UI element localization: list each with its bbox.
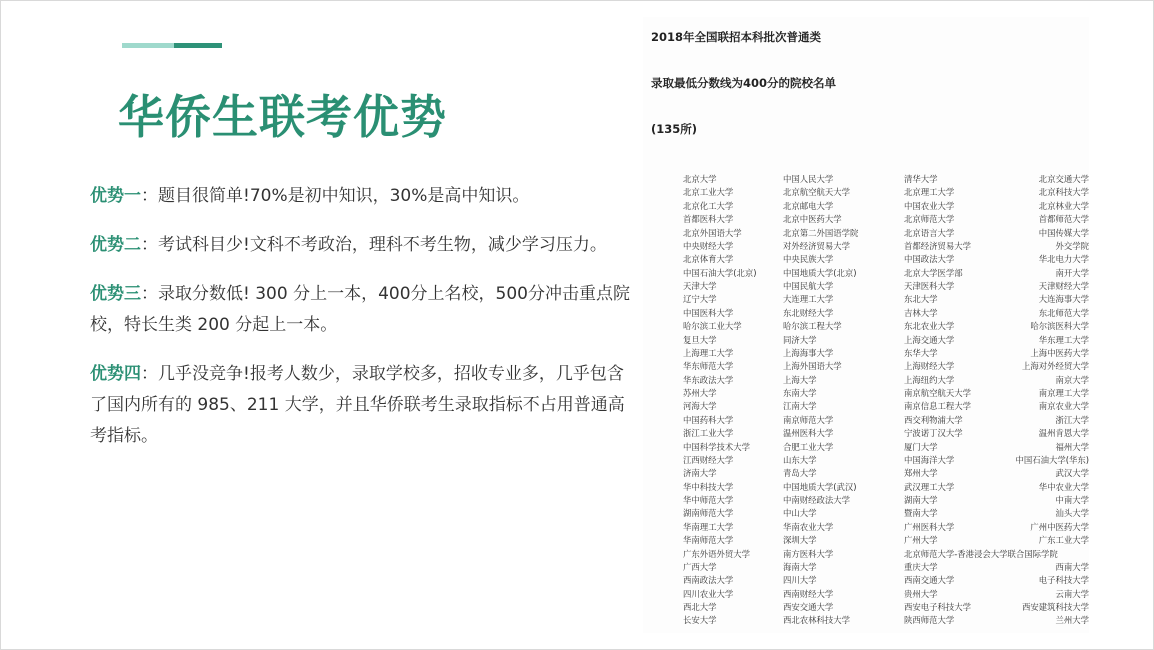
university-cell: 中南财经政法大学	[783, 495, 850, 505]
university-cell: 中国地质大学(武汉)	[783, 481, 857, 492]
university-cell: 中国传媒大学	[1038, 227, 1089, 238]
table-row	[683, 481, 1089, 494]
university-cell: 北京航空航天大学	[783, 187, 850, 198]
university-cell: 东北师范大学	[1038, 307, 1089, 318]
advantage-separator: ：	[141, 364, 158, 384]
advantage-separator: ：	[141, 235, 158, 255]
university-cell: 华中科技大学	[683, 481, 734, 492]
university-cell: 兰州大学	[1055, 615, 1089, 626]
university-cell: 广州大学	[904, 535, 938, 546]
table-row	[683, 427, 1089, 440]
university-cell: 北京体育大学	[683, 254, 734, 265]
university-cell: 北京大学医学部	[904, 267, 963, 278]
table-row	[683, 293, 1089, 306]
university-table-body	[683, 173, 1089, 628]
university-cell: 东北农业大学	[904, 321, 955, 332]
university-cell: 上海纽约大学	[904, 374, 955, 385]
university-cell: 江西财经大学	[683, 454, 734, 465]
university-cell: 南京师范大学	[783, 414, 834, 425]
table-row	[683, 414, 1089, 427]
university-cell: 北京第二外国语学院	[783, 227, 859, 238]
university-cell: 长安大学	[683, 615, 717, 626]
table-row	[683, 441, 1089, 454]
university-cell: 湖南大学	[904, 495, 938, 505]
university-cell: 东北财经大学	[783, 307, 834, 318]
university-cell: 广东外语外贸大学	[683, 548, 750, 559]
university-cell: 天津财经大学	[1038, 281, 1089, 291]
university-cell: 大连海事大学	[1038, 294, 1089, 305]
university-cell: 复旦大学	[683, 334, 717, 345]
university-cell: 华北电力大学	[1038, 254, 1089, 265]
university-cell: 暨南大学	[904, 508, 938, 519]
university-cell: 首都医科大学	[683, 214, 734, 225]
slide-title: 华侨生联考优势	[118, 90, 447, 144]
university-cell: 天津大学	[683, 281, 717, 291]
university-cell: 中国民航大学	[783, 281, 834, 291]
university-cell: 上海理工大学	[683, 347, 734, 358]
table-row	[683, 521, 1089, 534]
university-cell: 北京邮电大学	[783, 200, 834, 211]
university-cell: 北京交通大学	[1038, 174, 1089, 184]
university-cell: 东北大学	[904, 294, 938, 305]
advantage-text: 题目很简单!70%是初中知识，30%是高中知识。	[158, 186, 530, 206]
university-cell: 华南理工大学	[683, 521, 734, 532]
table-row	[683, 213, 1089, 226]
university-cell: 广东工业大学	[1038, 535, 1089, 546]
table-row	[683, 561, 1089, 574]
university-cell: 中国农业大学	[904, 200, 955, 211]
university-cell: 南京理工大学	[1038, 388, 1089, 398]
university-cell: 中央民族大学	[783, 254, 834, 265]
university-cell: 对外经济贸易大学	[783, 240, 850, 251]
advantage-text: 几乎没竞争!报考人数少，录取学校多，招收专业多，几乎包含了国内所有的 985、211 大学，并且华侨联考生录取指标不占用普通高考指标。	[90, 364, 625, 446]
university-cell: 华东理工大学	[1038, 334, 1089, 345]
advantage-text: 考试科目少!文科不考政治，理科不考生物，减少学习压力。	[158, 235, 607, 255]
university-cell: 济南大学	[683, 468, 717, 479]
advantage-separator: ：	[141, 186, 158, 206]
advantage-label: 优势三	[90, 284, 141, 304]
university-cell: 北京师范大学-香港浸会大学联合国际学院	[904, 548, 1058, 559]
advantage-separator: ：	[141, 284, 158, 304]
university-cell: 西交利物浦大学	[904, 414, 963, 425]
university-cell: 南方医科大学	[783, 548, 834, 559]
table-row	[683, 387, 1089, 400]
university-cell: 哈尔滨工程大学	[783, 321, 842, 332]
university-cell: 四川农业大学	[683, 588, 734, 599]
table-row	[683, 280, 1089, 293]
university-cell: 清华大学	[904, 174, 938, 184]
university-cell: 西南财经大学	[783, 588, 834, 599]
university-cell: 广州医科大学	[904, 521, 955, 532]
table-row	[683, 400, 1089, 413]
university-cell: 西安交通大学	[783, 602, 834, 612]
advantage-item	[90, 279, 630, 341]
university-cell: 青岛大学	[783, 468, 817, 479]
table-row	[683, 534, 1089, 547]
university-cell: 郑州大学	[904, 468, 938, 479]
university-cell: 江南大学	[783, 401, 817, 412]
university-cell: 南京农业大学	[1038, 401, 1089, 412]
university-cell: 南开大学	[1055, 267, 1089, 278]
university-cell: 中国药科大学	[683, 414, 734, 425]
university-cell: 西安电子科技大学	[904, 602, 971, 612]
university-cell: 上海中医药大学	[1030, 347, 1089, 358]
university-cell: 海南大学	[783, 561, 817, 572]
university-cell: 云南大学	[1055, 588, 1089, 599]
university-cell: 北京林业大学	[1038, 200, 1089, 211]
university-cell: 深圳大学	[783, 535, 817, 546]
document-count: (135所)	[651, 122, 698, 136]
university-cell: 大连理工大学	[783, 294, 834, 305]
university-cell: 辽宁大学	[683, 294, 717, 305]
university-cell: 北京化工大学	[683, 200, 734, 211]
university-cell: 四川大学	[783, 575, 817, 586]
university-cell: 武汉理工大学	[904, 481, 955, 492]
university-cell: 贵州大学	[904, 588, 938, 599]
table-row	[683, 574, 1089, 587]
university-cell: 广西大学	[683, 561, 717, 572]
university-cell: 北京工业大学	[683, 187, 734, 198]
table-row	[683, 347, 1089, 360]
table-row	[683, 507, 1089, 520]
university-cell: 中国石油大学(北京)	[683, 267, 757, 278]
university-cell: 东华大学	[904, 347, 938, 358]
university-cell: 温州肯恩大学	[1038, 428, 1089, 439]
university-cell: 上海财经大学	[904, 361, 955, 372]
table-row	[683, 601, 1089, 614]
university-cell: 武汉大学	[1055, 468, 1089, 479]
university-cell: 天津医科大学	[904, 281, 955, 291]
table-row	[683, 173, 1089, 186]
university-cell: 中南大学	[1055, 495, 1089, 505]
university-cell: 北京师范大学	[904, 214, 955, 225]
university-cell: 浙江大学	[1055, 414, 1089, 425]
university-cell: 北京大学	[683, 174, 717, 184]
university-list-document	[643, 17, 1089, 633]
university-cell: 西南交通大学	[904, 575, 955, 586]
table-row	[683, 267, 1089, 280]
table-row	[683, 334, 1089, 347]
university-cell: 上海海事大学	[783, 347, 834, 358]
university-cell: 首都经济贸易大学	[904, 240, 971, 251]
advantage-label: 优势一	[90, 186, 141, 206]
university-cell: 陕西师范大学	[904, 615, 955, 626]
title-accent-bar-dark	[174, 43, 222, 48]
table-row	[683, 374, 1089, 387]
university-cell: 汕头大学	[1055, 508, 1089, 519]
university-cell: 温州医科大学	[783, 428, 834, 439]
university-cell: 厦门大学	[904, 441, 938, 452]
university-cell: 西北农林科技大学	[783, 615, 850, 626]
university-cell: 广州中医药大学	[1030, 521, 1089, 532]
university-table	[683, 173, 1089, 628]
university-cell: 中国海洋大学	[904, 454, 955, 465]
table-row	[683, 548, 1089, 561]
university-cell: 同济大学	[783, 334, 817, 345]
university-cell: 北京中医药大学	[783, 214, 842, 225]
university-cell: 首都师范大学	[1038, 214, 1089, 225]
university-cell: 南京大学	[1055, 374, 1089, 385]
table-row	[683, 320, 1089, 333]
university-cell: 河海大学	[683, 401, 717, 412]
advantage-label: 优势四	[90, 364, 141, 384]
university-cell: 华中农业大学	[1038, 481, 1089, 492]
university-cell: 宁波诺丁汉大学	[904, 428, 963, 439]
table-row	[683, 200, 1089, 213]
university-cell: 上海外国语大学	[783, 361, 842, 372]
university-cell: 重庆大学	[904, 561, 938, 572]
table-row	[683, 454, 1089, 467]
university-cell: 浙江工业大学	[683, 428, 734, 439]
university-cell: 华东师范大学	[683, 361, 734, 372]
university-cell: 中国政法大学	[904, 254, 955, 265]
university-cell: 湖南师范大学	[683, 508, 734, 519]
university-cell: 中国人民大学	[783, 174, 834, 184]
university-cell: 北京外国语大学	[683, 227, 742, 238]
university-cell: 北京理工大学	[904, 187, 955, 198]
university-cell: 华中师范大学	[683, 495, 734, 505]
university-cell: 哈尔滨工业大学	[683, 321, 742, 332]
advantage-text: 录取分数低! 300 分上一本，400分上名校，500分冲击重点院校，特长生类 200 分起上一本。	[90, 284, 630, 335]
table-row	[683, 360, 1089, 373]
university-cell: 东南大学	[783, 388, 817, 398]
university-cell: 西南政法大学	[683, 575, 734, 586]
university-cell: 西南大学	[1055, 561, 1089, 572]
university-cell: 南京航空航天大学	[904, 388, 971, 398]
university-cell: 华东政法大学	[683, 374, 734, 385]
table-row	[683, 467, 1089, 480]
university-cell: 外交学院	[1055, 240, 1089, 251]
university-cell: 中国医科大学	[683, 307, 734, 318]
university-cell: 电子科技大学	[1038, 575, 1089, 586]
university-cell: 哈尔滨医科大学	[1030, 321, 1089, 332]
table-row	[683, 307, 1089, 320]
document-heading: 2018年全国联招本科批次普通类	[651, 30, 822, 44]
advantage-item	[90, 230, 630, 261]
advantage-item	[90, 181, 630, 212]
university-cell: 合肥工业大学	[783, 441, 834, 452]
university-cell: 中国地质大学(北京)	[783, 267, 857, 278]
university-cell: 中国科学技术大学	[683, 441, 750, 452]
table-row	[683, 240, 1089, 253]
university-cell: 中山大学	[783, 508, 817, 519]
advantage-label: 优势二	[90, 235, 141, 255]
advantage-item	[90, 359, 630, 452]
university-cell: 上海大学	[783, 374, 817, 385]
university-cell: 上海对外经贸大学	[1022, 361, 1089, 372]
university-cell: 中央财经大学	[683, 240, 734, 251]
university-cell: 山东大学	[783, 454, 817, 465]
table-row	[683, 614, 1089, 627]
university-cell: 北京语言大学	[904, 227, 955, 238]
university-cell: 南京信息工程大学	[904, 401, 971, 412]
university-cell: 中国石油大学(华东)	[1015, 454, 1089, 465]
university-cell: 上海交通大学	[904, 334, 955, 345]
university-cell: 北京科技大学	[1038, 187, 1089, 198]
university-cell: 西安建筑科技大学	[1022, 602, 1089, 612]
table-row	[683, 186, 1089, 199]
advantages-list	[90, 181, 630, 470]
table-row	[683, 588, 1089, 601]
title-accent-bar-light	[122, 43, 174, 48]
university-cell: 苏州大学	[683, 388, 717, 398]
table-row	[683, 253, 1089, 266]
university-cell: 华南师范大学	[683, 535, 734, 546]
document-subheading: 录取最低分数线为400分的院校名单	[651, 76, 837, 90]
university-cell: 福州大学	[1055, 441, 1089, 452]
university-cell: 吉林大学	[904, 307, 938, 318]
university-cell: 华南农业大学	[783, 521, 834, 532]
table-row	[683, 227, 1089, 240]
table-row	[683, 494, 1089, 507]
university-cell: 西北大学	[683, 602, 717, 612]
